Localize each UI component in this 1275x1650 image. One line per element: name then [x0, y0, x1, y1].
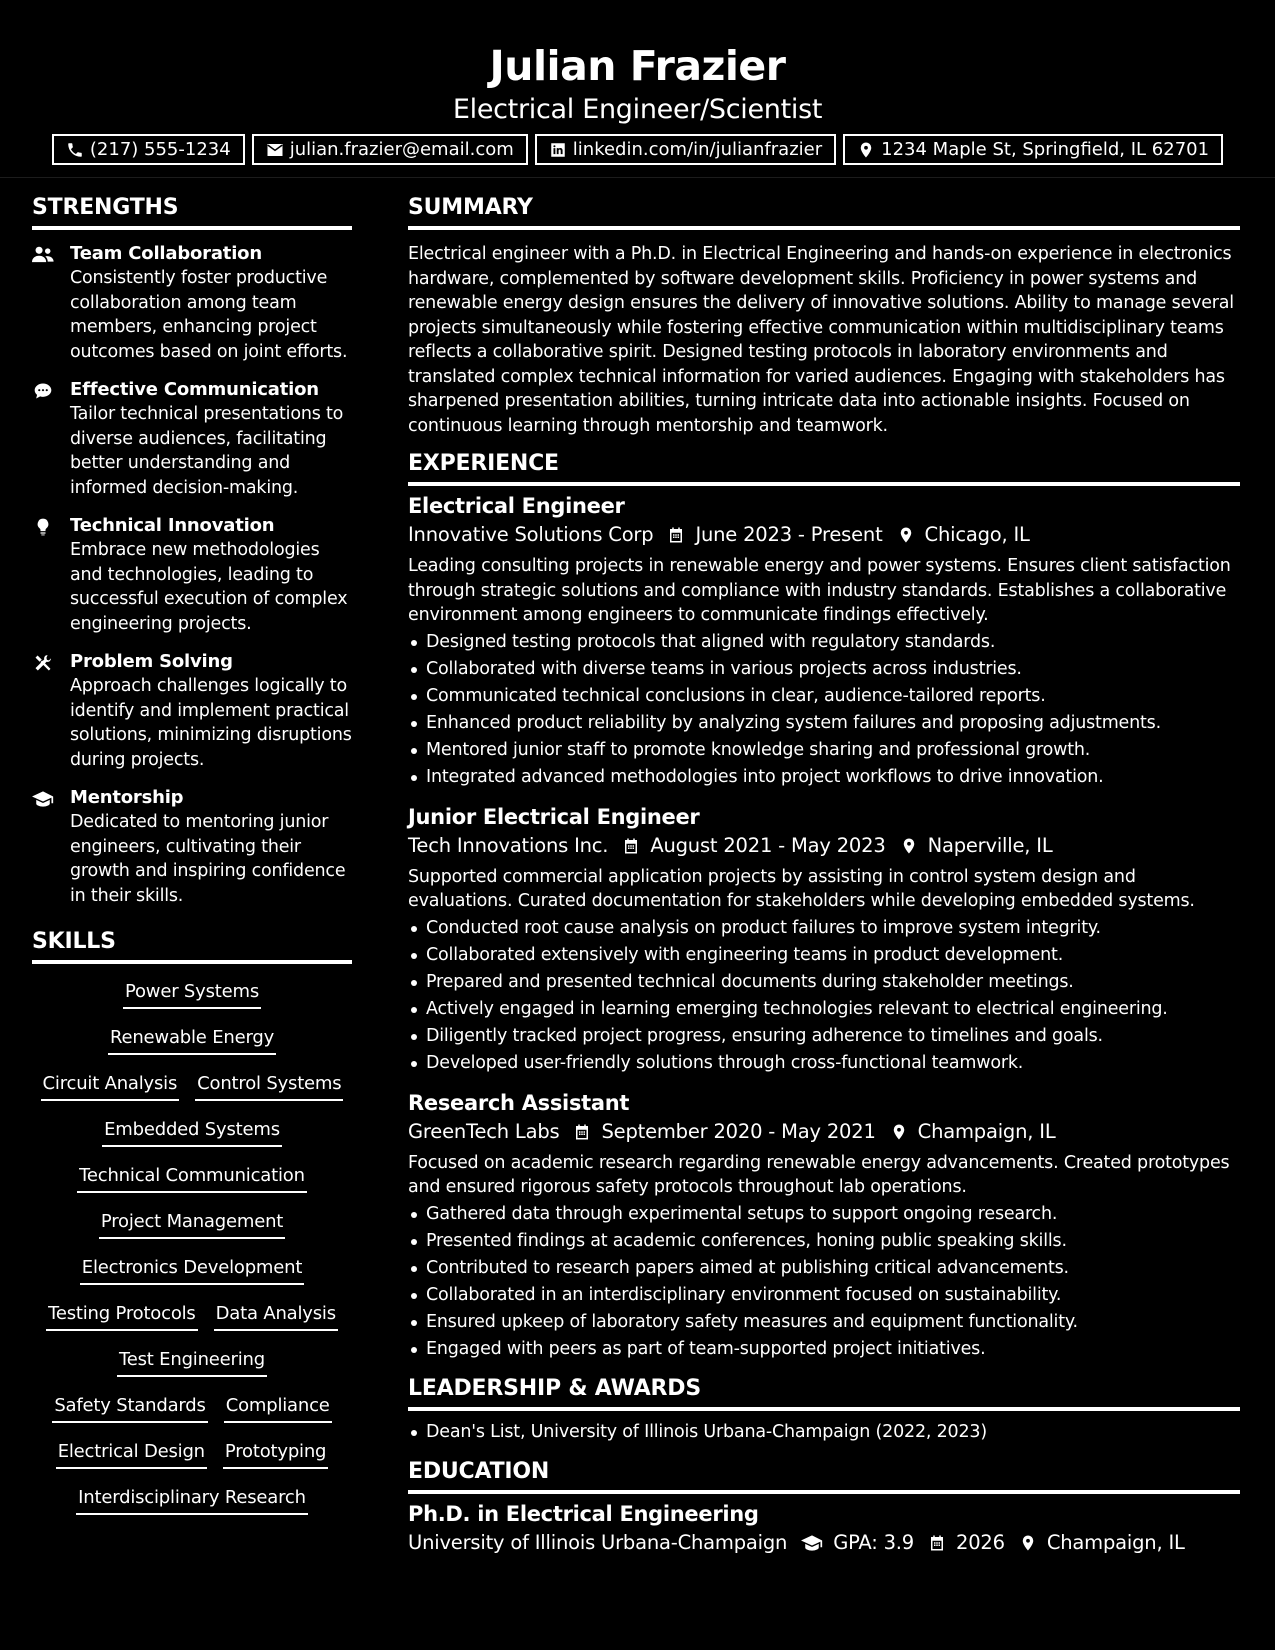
list-item: Engaged with peers as part of team-supported project initiatives. [408, 1336, 1240, 1363]
strength-name: Mentorship [70, 787, 184, 809]
list-item: Integrated advanced methodologies into project workflows to drive innovation. [408, 764, 1240, 791]
contact-phone-text: (217) 555-1234 [89, 139, 231, 160]
graduation-cap-icon [32, 789, 54, 809]
strength-item [32, 378, 352, 500]
skill-tag: Power Systems [123, 980, 261, 1009]
leadership-list [408, 1419, 1240, 1446]
skill-tag: Testing Protocols [46, 1302, 198, 1331]
left-column [32, 196, 352, 1532]
job-bullets [408, 915, 1240, 1077]
list-item: Actively engaged in learning emerging technologies relevant to electrical engineering. [408, 996, 1240, 1023]
list-item: Gathered data through experimental setups to support ongoing research. [408, 1201, 1240, 1228]
job-company: Innovative Solutions Corp [408, 523, 654, 547]
job-dates: August 2021 - May 2023 [650, 833, 886, 857]
list-item: Developed user-friendly solutions through cross-functional teamwork. [408, 1050, 1240, 1077]
list-item: Presented findings at academic conferences, honing public speaking skills. [408, 1228, 1240, 1255]
list-item: Prepared and presented technical documents during stakeholder meetings. [408, 969, 1240, 996]
strength-desc: Tailor technical presentations to diverse audiences, facilitating better understanding and informed decision-making. [70, 404, 344, 498]
strength-desc: Embrace new methodologies and technologies, leading to successful execution of complex engineering projects. [70, 540, 348, 634]
job-meta [408, 1117, 1240, 1147]
skill-tag: Test Engineering [117, 1348, 267, 1377]
skill-tag: Interdisciplinary Research [76, 1486, 308, 1515]
candidate-name: Julian Frazier [489, 42, 786, 90]
summary-text: Electrical engineer with a Ph.D. in Electrical Engineering and hands-on experience in electronics hardware, complemented by software development skills. Proficiency in power systems and renewable energy design ensures the delivery of innovative solutions. Ability to manage several projects simultaneously while fostering effective communication within multidisciplinary teams reflects a collaborative spirit. Designed testing protocols in laboratory environments and translated complex technical information for varied audiences. Engaging with stakeholders has sharpened presentation abilities, turning intricate data into actionable insights. Focused on continuous learning through mentorship and teamwork. [408, 244, 1234, 436]
location-icon [890, 1122, 908, 1142]
strengths-heading: STRENGTHS [32, 196, 352, 230]
job-bullets [408, 629, 1240, 791]
skills-heading: SKILLS [32, 930, 352, 964]
job-meta [408, 520, 1240, 550]
strength-desc: Consistently foster productive collaboration among team members, enhancing project outcomes based on joint efforts. [70, 268, 348, 362]
strength-item [32, 514, 352, 636]
experience-heading: EXPERIENCE [408, 452, 1240, 486]
list-item: Designed testing protocols that aligned with regulatory standards. [408, 629, 1240, 656]
strength-item [32, 786, 352, 908]
location-icon [897, 525, 915, 545]
skill-tag: Electrical Design [56, 1440, 207, 1469]
job-title: Junior Electrical Engineer [408, 804, 700, 829]
job-entry [408, 803, 1240, 1077]
location-icon [857, 141, 875, 159]
calendar-icon [928, 1533, 946, 1553]
skill-tag: Project Management [99, 1210, 285, 1239]
job-location: Chicago, IL [924, 523, 1030, 547]
strength-name: Technical Innovation [70, 515, 275, 537]
skill-tag: Safety Standards [52, 1394, 207, 1423]
job-location: Naperville, IL [927, 833, 1053, 857]
job-meta [408, 831, 1240, 861]
school-name: University of Illinois Urbana-Champaign [408, 1531, 788, 1555]
list-item: Diligently tracked project progress, ensuring adherence to timelines and goals. [408, 1023, 1240, 1050]
candidate-title: Electrical Engineer/Scientist [452, 94, 823, 125]
calendar-icon [622, 836, 640, 856]
job-location: Champaign, IL [917, 1119, 1056, 1143]
list-item: Collaborated with diverse teams in various projects across industries. [408, 656, 1240, 683]
job-description: Supported commercial application projects by assisting in control system design and evaluations. Curated documentation for stakeholders while developing embedded systems. [408, 866, 1195, 912]
education-meta [408, 1528, 1240, 1558]
graduation-cap-icon [801, 1533, 823, 1553]
job-title: Electrical Engineer [408, 494, 625, 519]
contact-linkedin[interactable] [535, 134, 836, 165]
contact-email[interactable] [252, 134, 528, 165]
speech-bubble-icon [32, 381, 54, 401]
strength-desc: Approach challenges logically to identify and implement practical solutions, minimizing disruptions during projects. [70, 676, 352, 770]
tools-icon [32, 653, 54, 673]
strength-item [32, 650, 352, 772]
list-item: Mentored junior staff to promote knowledge sharing and professional growth. [408, 737, 1240, 764]
skill-tag: Electronics Development [80, 1256, 304, 1285]
contact-phone[interactable] [52, 134, 245, 165]
skill-tag: Embedded Systems [102, 1118, 282, 1147]
skills-list [32, 980, 352, 1532]
right-column [408, 196, 1240, 1558]
list-item: Contributed to research papers aimed at publishing critical advancements. [408, 1255, 1240, 1282]
users-icon [32, 245, 54, 265]
job-title: Research Assistant [408, 1090, 630, 1115]
strength-name: Problem Solving [70, 651, 233, 673]
contact-address-text: 1234 Maple St, Springfield, IL 62701 [881, 139, 1210, 160]
skill-tag: Renewable Energy [108, 1026, 276, 1055]
strength-item [32, 242, 352, 364]
graduation-year: 2026 [956, 1531, 1005, 1555]
leadership-heading: LEADERSHIP & AWARDS [408, 1377, 1240, 1411]
school-location: Champaign, IL [1046, 1531, 1185, 1555]
job-description: Leading consulting projects in renewable energy and power systems. Ensures client satisfaction through strategic solutions and compliance with industry standards. Establishes a collaborative environment among engineers to communicate findings effectively. [408, 556, 1231, 626]
calendar-icon [573, 1122, 591, 1142]
skill-tag: Technical Communication [77, 1164, 307, 1193]
job-company: GreenTech Labs [408, 1119, 560, 1143]
job-dates: September 2020 - May 2021 [601, 1119, 876, 1143]
gpa: GPA: 3.9 [833, 1531, 915, 1555]
linkedin-icon [549, 141, 567, 159]
contact-bar [0, 134, 1275, 165]
education-heading: EDUCATION [408, 1460, 1240, 1494]
list-item: Enhanced product reliability by analyzing system failures and proposing adjustments. [408, 710, 1240, 737]
location-icon [900, 836, 918, 856]
list-item: Collaborated in an interdisciplinary environment focused on sustainability. [408, 1282, 1240, 1309]
list-item: Communicated technical conclusions in clear, audience-tailored reports. [408, 683, 1240, 710]
contact-email-text: julian.frazier@email.com [289, 139, 514, 160]
list-item: Dean's List, University of Illinois Urbana-Champaign (2022, 2023) [408, 1419, 1240, 1446]
job-description: Focused on academic research regarding renewable energy advancements. Created prototypes and ensured rigorous safety protocols throughout lab operations. [408, 1152, 1230, 1198]
degree-title: Ph.D. in Electrical Engineering [408, 1502, 759, 1527]
skill-tag: Prototyping [223, 1440, 328, 1469]
job-entry [408, 1089, 1240, 1363]
skill-tag: Data Analysis [214, 1302, 338, 1331]
contact-address [843, 134, 1223, 165]
lightbulb-icon [32, 517, 54, 537]
job-dates: June 2023 - Present [695, 523, 883, 547]
list-item: Ensured upkeep of laboratory safety measures and equipment functionality. [408, 1309, 1240, 1336]
calendar-icon [667, 525, 685, 545]
job-company: Tech Innovations Inc. [408, 833, 609, 857]
strength-desc: Dedicated to mentoring junior engineers, cultivating their growth and inspiring confidence in their skills. [70, 812, 346, 906]
strength-name: Team Collaboration [70, 243, 262, 265]
strength-name: Effective Communication [70, 379, 319, 401]
list-item: Collaborated extensively with engineering teams in product development. [408, 942, 1240, 969]
job-entry [408, 492, 1240, 791]
summary-heading: SUMMARY [408, 196, 1240, 230]
skill-tag: Compliance [224, 1394, 332, 1423]
skill-tag: Circuit Analysis [41, 1072, 180, 1101]
phone-icon [66, 141, 84, 159]
skill-tag: Control Systems [195, 1072, 343, 1101]
email-icon [266, 141, 284, 159]
resume-header [0, 0, 1275, 178]
job-bullets [408, 1201, 1240, 1363]
list-item: Conducted root cause analysis on product failures to improve system integrity. [408, 915, 1240, 942]
contact-linkedin-text: linkedin.com/in/julianfrazier [572, 139, 823, 160]
location-icon [1019, 1533, 1037, 1553]
